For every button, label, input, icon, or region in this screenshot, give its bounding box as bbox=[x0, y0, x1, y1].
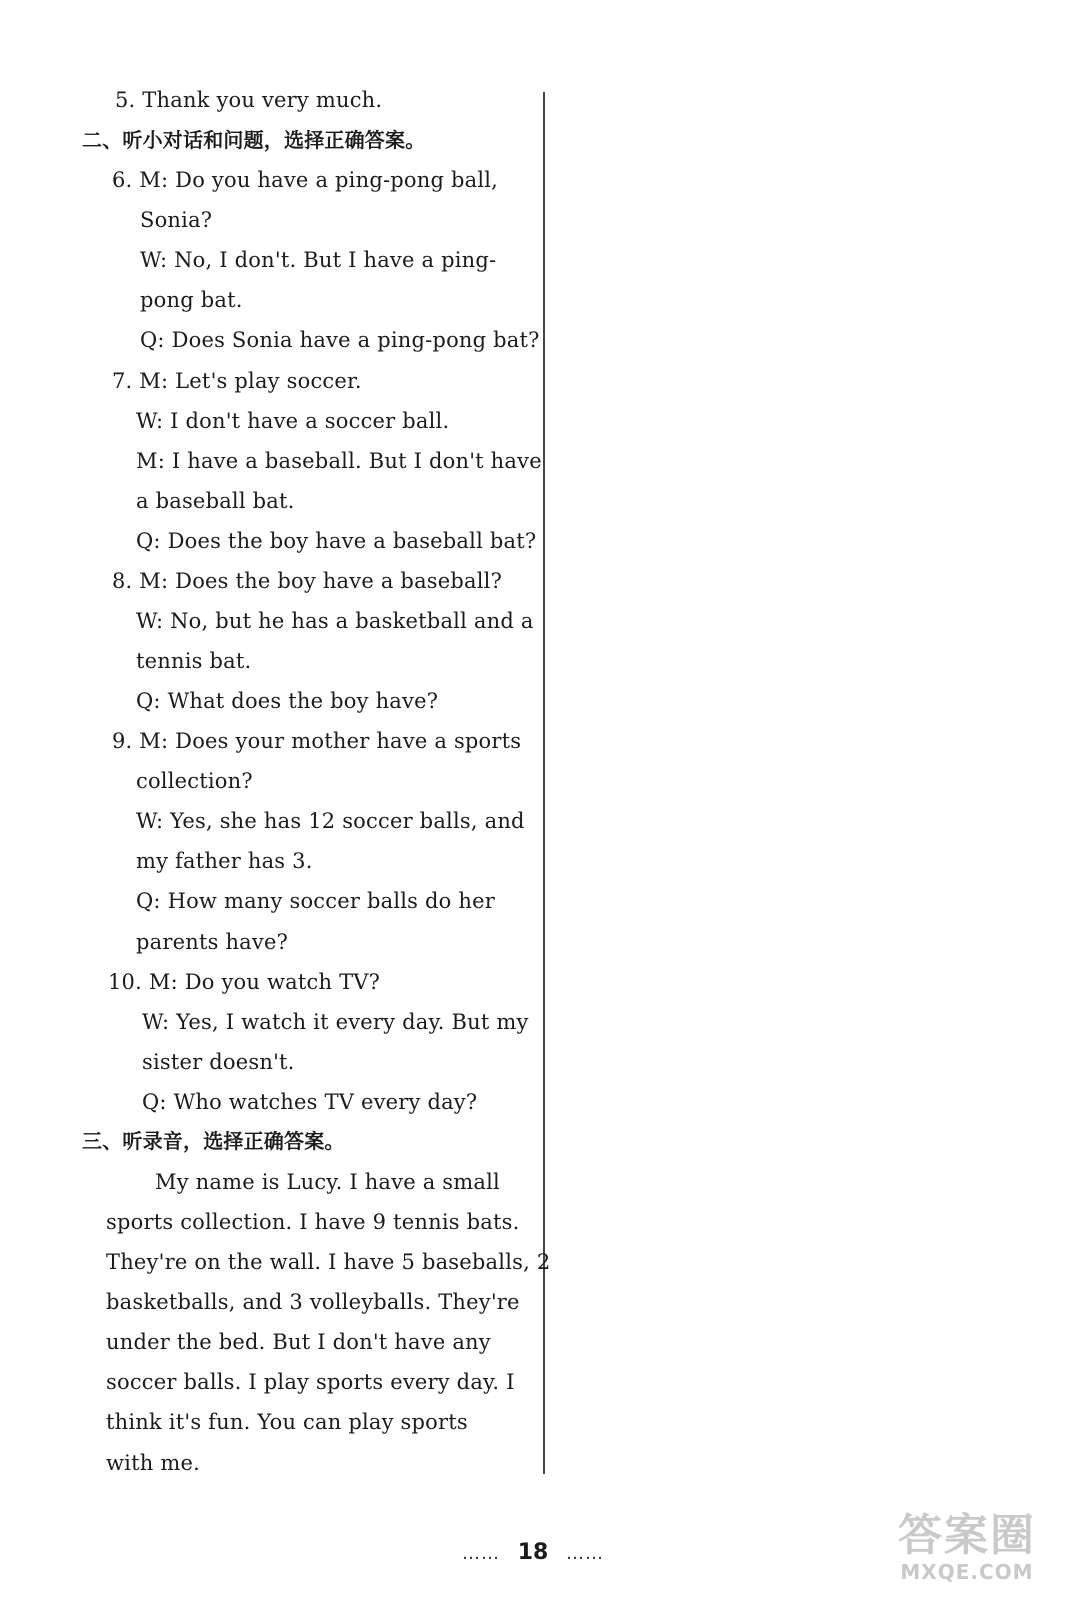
passage-line-4: basketballs, and 3 volleyballs. They're bbox=[106, 1290, 520, 1314]
q8-line-1: 8. M: Does the boy have a baseball? bbox=[112, 569, 503, 593]
q10-line-2: W: Yes, I watch it every day. But my bbox=[142, 1010, 529, 1034]
q6-line-3: W: No, I don't. But I have a ping- bbox=[140, 248, 497, 272]
passage-line-2: sports collection. I have 9 tennis bats. bbox=[106, 1210, 520, 1234]
q7-line-4: a baseball bat. bbox=[136, 489, 295, 513]
q8-line-4: Q: What does the boy have? bbox=[136, 689, 439, 713]
q7-line-2: W: I don't have a soccer ball. bbox=[136, 409, 450, 433]
passage-line-8: with me. bbox=[106, 1451, 200, 1475]
passage-line-3: They're on the wall. I have 5 baseballs, 2 bbox=[106, 1250, 551, 1274]
q8-line-2: W: No, but he has a basketball and a bbox=[136, 609, 534, 633]
q9-line-5: Q: How many soccer balls do her bbox=[136, 889, 495, 913]
q9-line-3: W: Yes, she has 12 soccer balls, and bbox=[136, 809, 525, 833]
q10-line-4: Q: Who watches TV every day? bbox=[142, 1090, 478, 1114]
page-number: 18 bbox=[517, 1540, 549, 1565]
q9-line-1: 9. M: Does your mother have a sports bbox=[112, 729, 522, 753]
watermark-url: MXQE.COM bbox=[900, 1560, 1034, 1584]
q6-line-5: Q: Does Sonia have a ping-pong bat? bbox=[140, 328, 540, 352]
watermark-text: 答案圈 bbox=[898, 1510, 1036, 1561]
q7-line-3: M: I have a baseball. But I don't have bbox=[136, 449, 542, 473]
listening-line: 5. Thank you very much. bbox=[115, 88, 383, 112]
q9-line-2: collection? bbox=[136, 769, 253, 793]
watermark-logo bbox=[898, 1510, 1036, 1584]
section-3-title: 三、听录音，选择正确答案。 bbox=[82, 1129, 345, 1153]
q6-line-2: Sonia? bbox=[140, 208, 213, 232]
passage-line-5: under the bed. But I don't have any bbox=[106, 1330, 491, 1354]
q6-line-4: pong bat. bbox=[140, 288, 243, 312]
q9-line-4: my father has 3. bbox=[136, 849, 313, 873]
q7-line-1: 7. M: Let's play soccer. bbox=[112, 369, 362, 393]
passage-line-6: soccer balls. I play sports every day. I bbox=[106, 1370, 515, 1394]
q10-line-1: 10. M: Do you watch TV? bbox=[108, 970, 381, 994]
q8-line-3: tennis bat. bbox=[136, 649, 252, 673]
footer-dots-right: …… bbox=[565, 1543, 604, 1564]
q6-line-1: 6. M: Do you have a ping-pong ball, bbox=[112, 168, 499, 192]
footer-dots-left: …… bbox=[462, 1543, 501, 1564]
q9-line-6: parents have? bbox=[136, 930, 289, 954]
q10-line-3: sister doesn't. bbox=[142, 1050, 295, 1074]
q7-line-5: Q: Does the boy have a baseball bat? bbox=[136, 529, 537, 553]
passage-line-7: think it's fun. You can play sports bbox=[106, 1410, 468, 1434]
section-2-title: 二、听小对话和问题，选择正确答案。 bbox=[82, 128, 426, 152]
passage-line-1: My name is Lucy. I have a small bbox=[155, 1170, 500, 1194]
